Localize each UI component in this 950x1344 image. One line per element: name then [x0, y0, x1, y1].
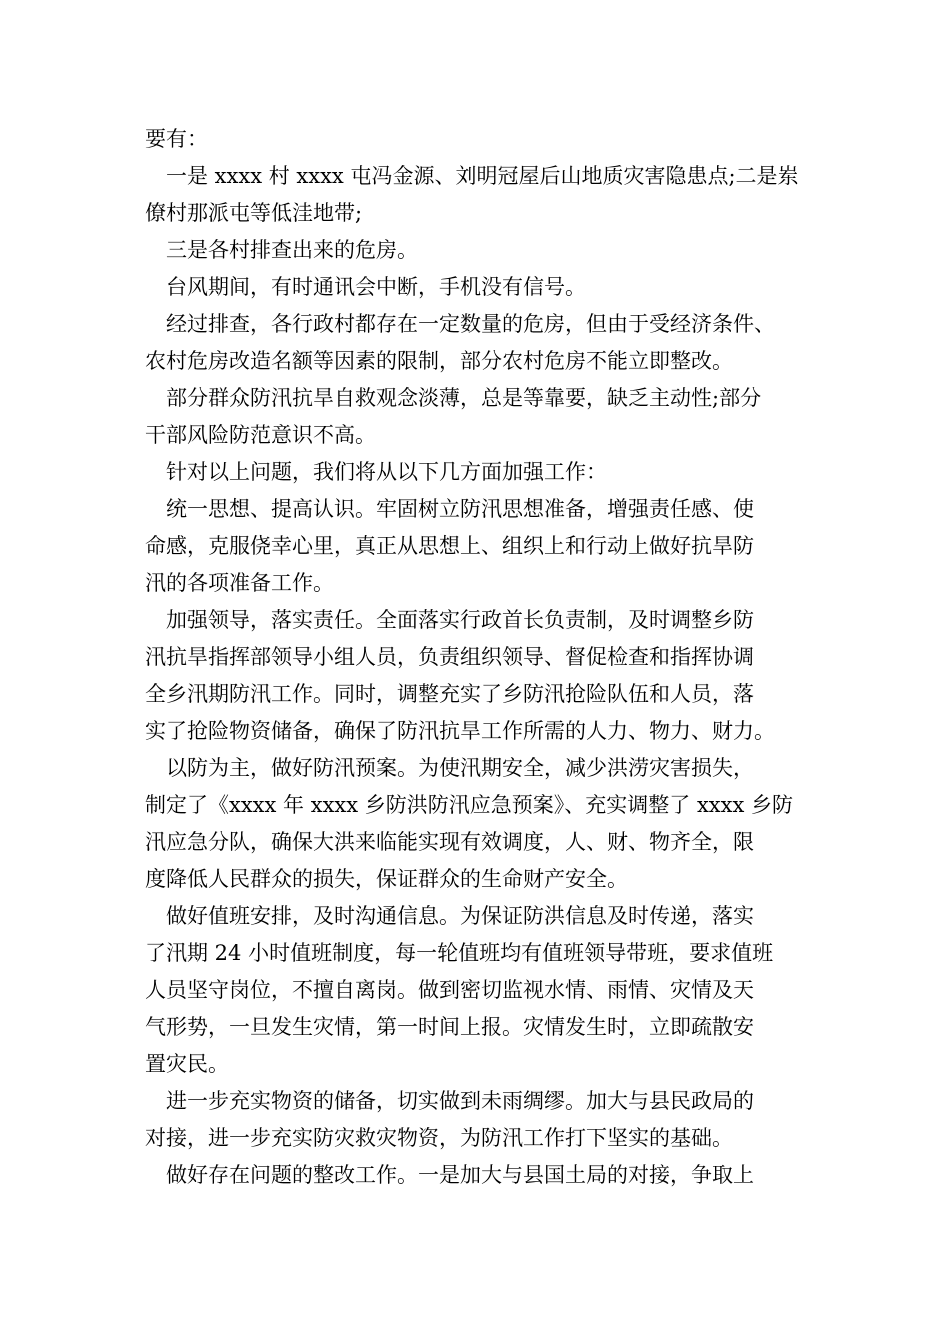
paragraph [145, 454, 810, 491]
text-line: 一是 xxxx 村 xxxx 屯冯金源、刘明冠屋后山地质灾害隐患点;二是岽 [166, 164, 799, 188]
text-line: 统一思想、提高认识。牢固树立防汛思想准备，增强责任感、使 [166, 497, 754, 521]
text-line: 汛抗旱指挥部领导小组人员，负责组织领导、督促检查和指挥协调 [145, 645, 754, 669]
text-line: 台风期间，有时通讯会中断，手机没有信号。 [166, 275, 586, 299]
text-line: 部分群众防汛抗旱自救观念淡薄，总是等靠要，缺乏主动性;部分 [166, 386, 762, 410]
text-line: 对接，进一步充实防灾救灾物资，为防汛工作打下坚实的基础。 [145, 1126, 733, 1150]
document-body [145, 121, 810, 1194]
text-line: 制定了《xxxx 年 xxxx 乡防洪防汛应急预案》、充实调整了 xxxx 乡防 [145, 793, 793, 817]
text-line: 进一步充实物资的储备，切实做到未雨绸缪。加大与县民政局的 [166, 1089, 754, 1113]
text-line: 僚村那派屯等低洼地带; [145, 201, 363, 225]
text-line: 经过排查，各行政村都存在一定数量的危房，但由于受经济条件、 [166, 312, 775, 336]
text-line: 要有： [145, 127, 208, 151]
text-line: 人员坚守岗位，不擅自离岗。做到密切监视水情、雨情、灾情及天 [145, 978, 754, 1002]
paragraph [145, 121, 810, 158]
text-line: 做好存在问题的整改工作。一是加大与县国土局的对接，争取上 [166, 1163, 754, 1187]
text-line: 干部风险防范意识不高。 [145, 423, 376, 447]
paragraph [145, 491, 810, 602]
paragraph [145, 158, 810, 232]
paragraph [145, 232, 810, 269]
text-line: 以防为主，做好防汛预案。为使汛期安全，减少洪涝灾害损失， [166, 756, 754, 780]
text-line: 汛的各项准备工作。 [145, 571, 334, 595]
text-line: 三是各村排查出来的危房。 [166, 238, 418, 262]
paragraph [145, 380, 810, 454]
paragraph [145, 269, 810, 306]
paragraph [145, 750, 810, 898]
paragraph [145, 1157, 810, 1194]
text-line: 置灾民。 [145, 1052, 229, 1076]
text-line: 全乡汛期防汛工作。同时，调整充实了乡防汛抢险队伍和人员，落 [145, 682, 754, 706]
text-line: 做好值班安排，及时沟通信息。为保证防洪信息及时传递，落实 [166, 904, 754, 928]
text-line: 命感，克服侥幸心里，真正从思想上、组织上和行动上做好抗旱防 [145, 534, 754, 558]
text-line: 农村危房改造名额等因素的限制，部分农村危房不能立即整改。 [145, 349, 733, 373]
text-line: 加强领导，落实责任。全面落实行政首长负责制，及时调整乡防 [166, 608, 754, 632]
text-line: 了汛期 24 小时值班制度，每一轮值班均有值班领导带班，要求值班 [145, 941, 774, 965]
paragraph [145, 898, 810, 1083]
paragraph [145, 602, 810, 750]
paragraph [145, 1083, 810, 1157]
text-line: 针对以上问题，我们将从以下几方面加强工作： [166, 460, 607, 484]
text-line: 汛应急分队，确保大洪来临能实现有效调度，人、财、物齐全，限 [145, 830, 754, 854]
text-line: 气形势，一旦发生灾情，第一时间上报。灾情发生时，立即疏散安 [145, 1015, 754, 1039]
text-line: 实了抢险物资储备，确保了防汛抗旱工作所需的人力、物力、财力。 [145, 719, 775, 743]
text-line: 度降低人民群众的损失，保证群众的生命财产安全。 [145, 867, 628, 891]
paragraph [145, 306, 810, 380]
